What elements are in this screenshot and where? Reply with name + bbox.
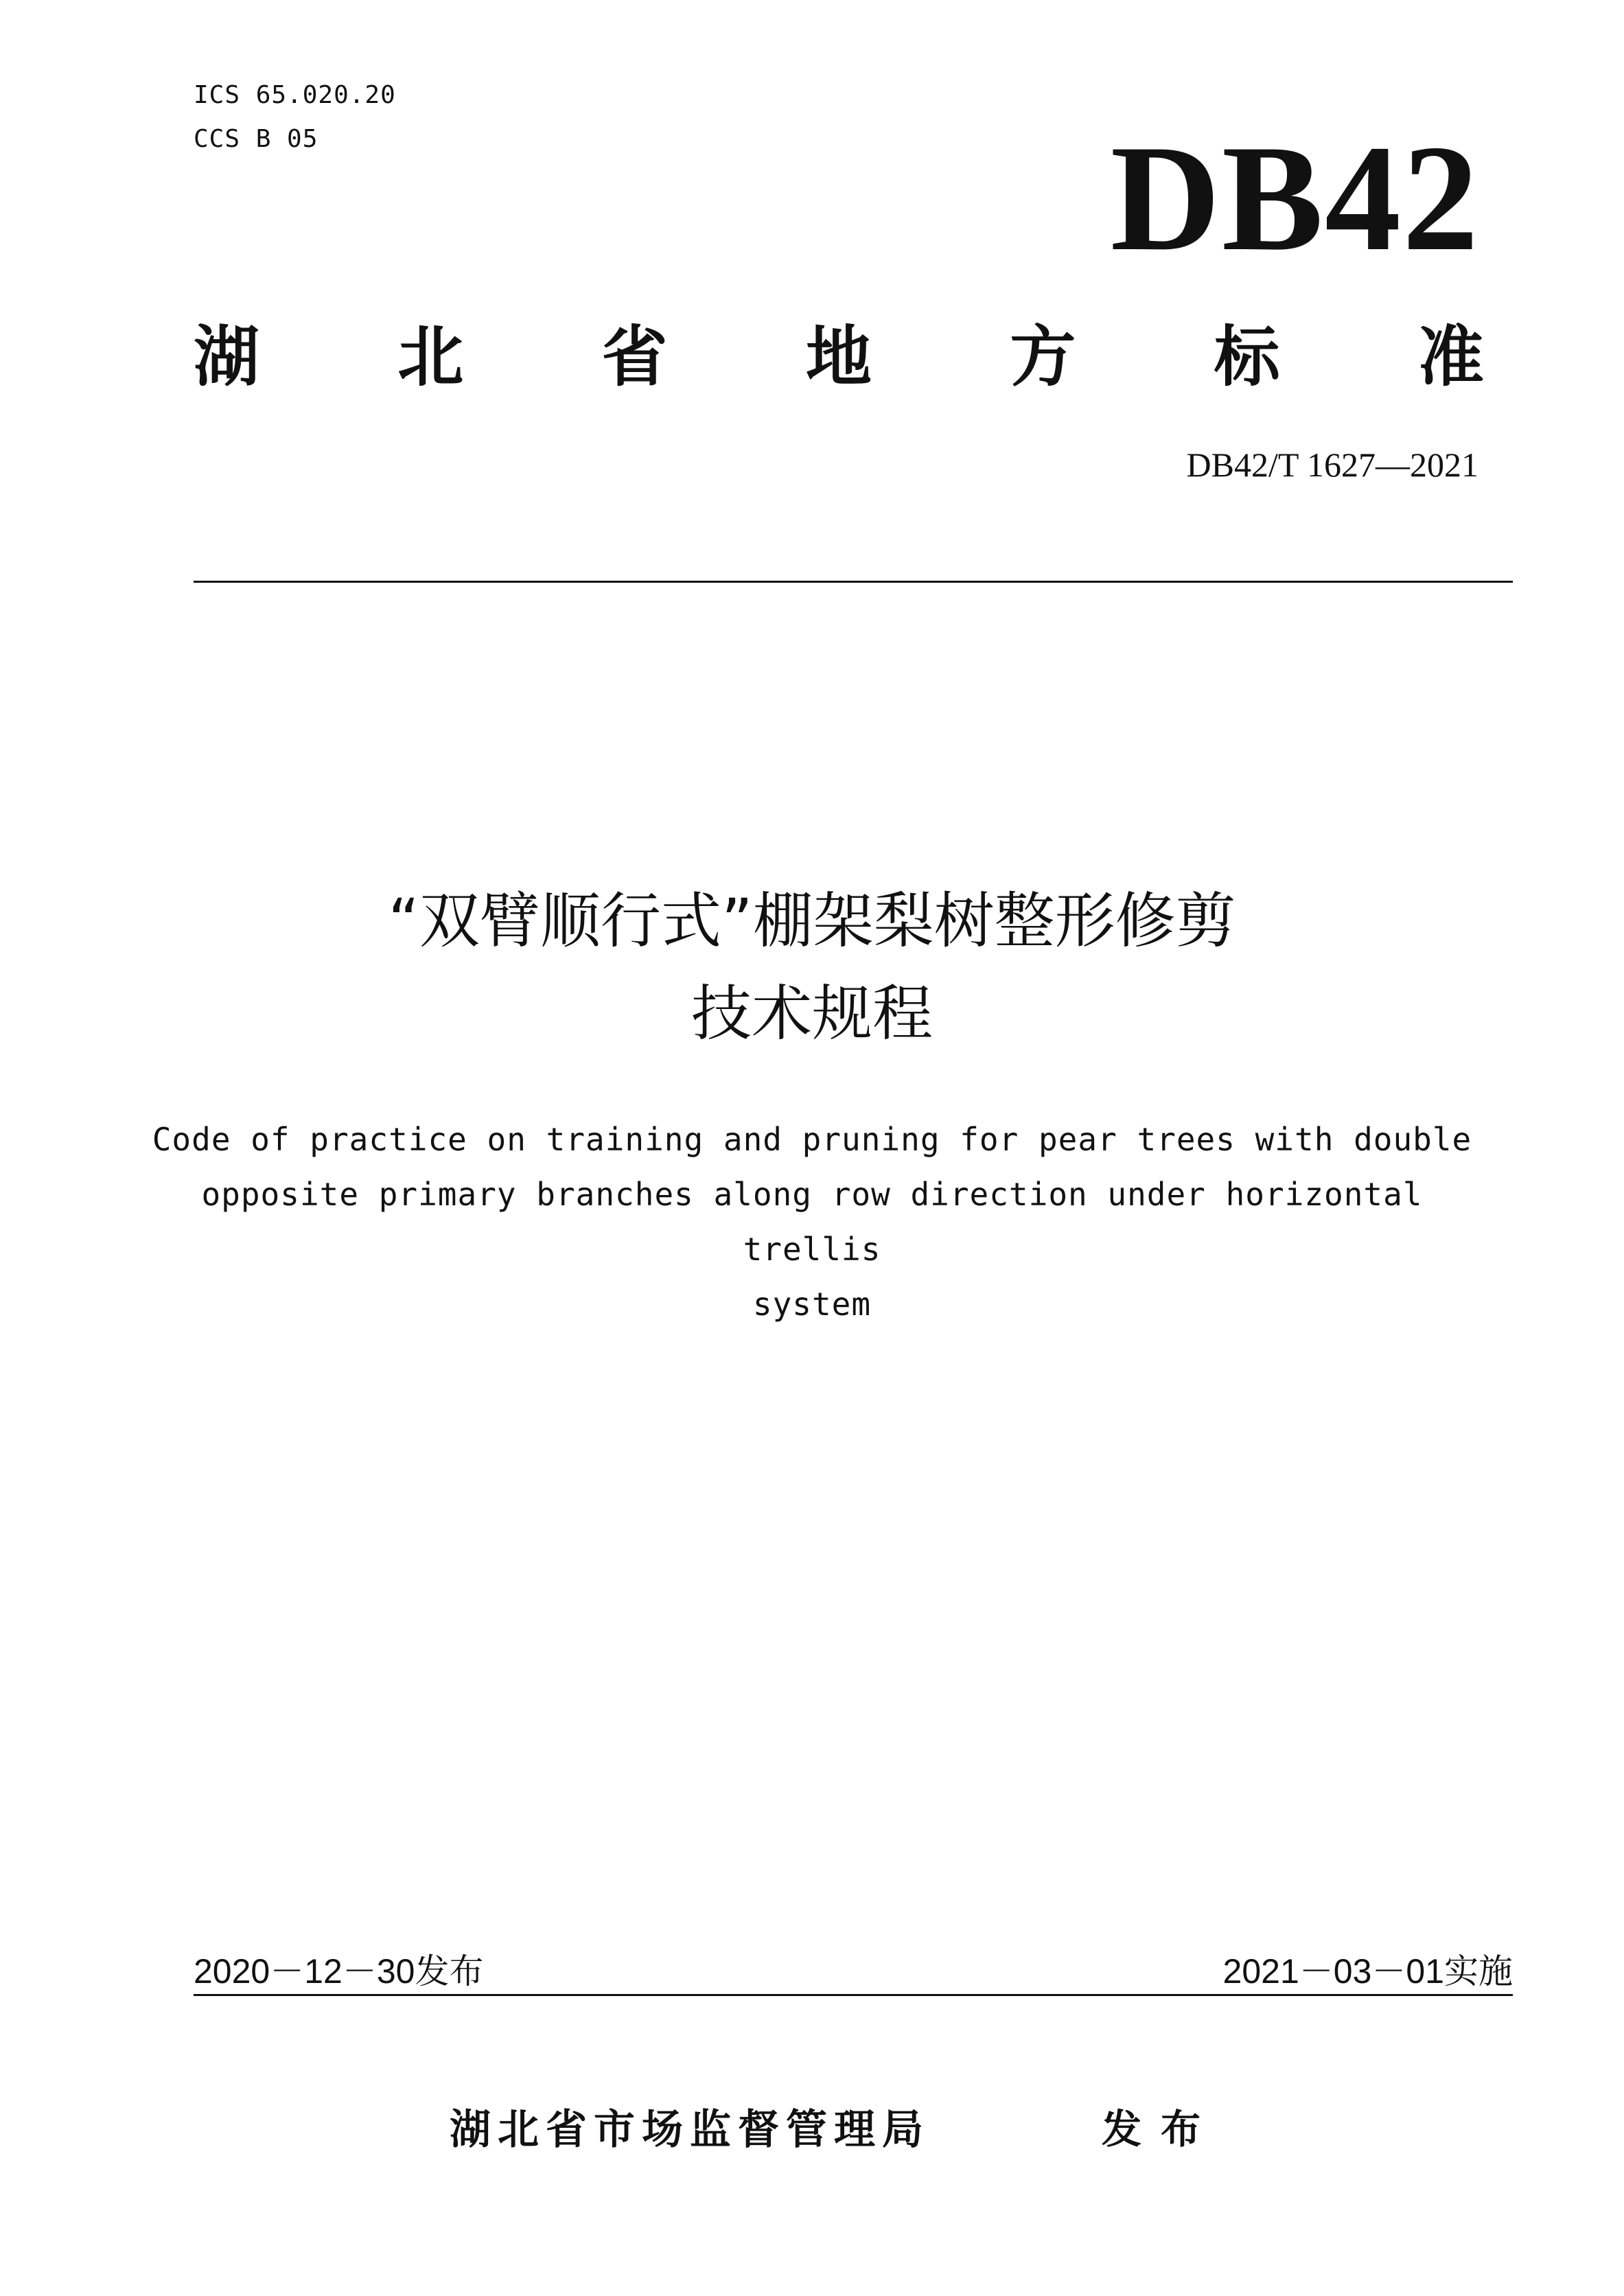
issue-date (194, 1944, 483, 1993)
header-divider (194, 581, 1513, 583)
title-cn-line-2: 技术规程 (691, 978, 933, 1049)
title-en-line: Code of practice on training and pruning for pear trees with double (152, 1121, 1472, 1158)
implement-label: 实施 (1444, 1951, 1513, 1991)
standard-type-char: 湖 (194, 318, 259, 395)
standard-type-char: 方 (1010, 318, 1076, 395)
issue-label: 发布 (415, 1951, 484, 1991)
standard-number: DB42/T 1627—2021 (1186, 445, 1478, 484)
standard-type-heading (194, 312, 1484, 402)
implement-date-value: 2021－03－01 (1222, 1952, 1444, 1991)
publish-label: 发布 (1102, 2106, 1220, 2153)
title-en (137, 1112, 1487, 1332)
ccs-code: CCS B 05 (194, 125, 318, 153)
title-en-line: opposite primary branches along row direction under horizontal trellis (201, 1176, 1423, 1268)
standard-type-char: 准 (1417, 318, 1484, 395)
standard-type-char: 标 (1214, 318, 1280, 395)
ics-code: ICS 65.020.20 (194, 81, 396, 109)
title-en-line: system (752, 1286, 872, 1323)
title-cn-line-1: “双臂顺行式”棚架梨树整形修剪 (388, 885, 1236, 956)
standard-type-char: 省 (601, 318, 668, 395)
standard-type-char: 北 (397, 318, 464, 395)
publisher: 湖北省市场监督管理局 (450, 2106, 930, 2154)
standard-type-char: 地 (805, 318, 872, 395)
footer-divider (194, 1994, 1513, 1996)
implement-date (1223, 1944, 1513, 1993)
db-logo: DB42 (1110, 114, 1480, 283)
issue-date-value: 2020－12－30 (194, 1952, 415, 1991)
